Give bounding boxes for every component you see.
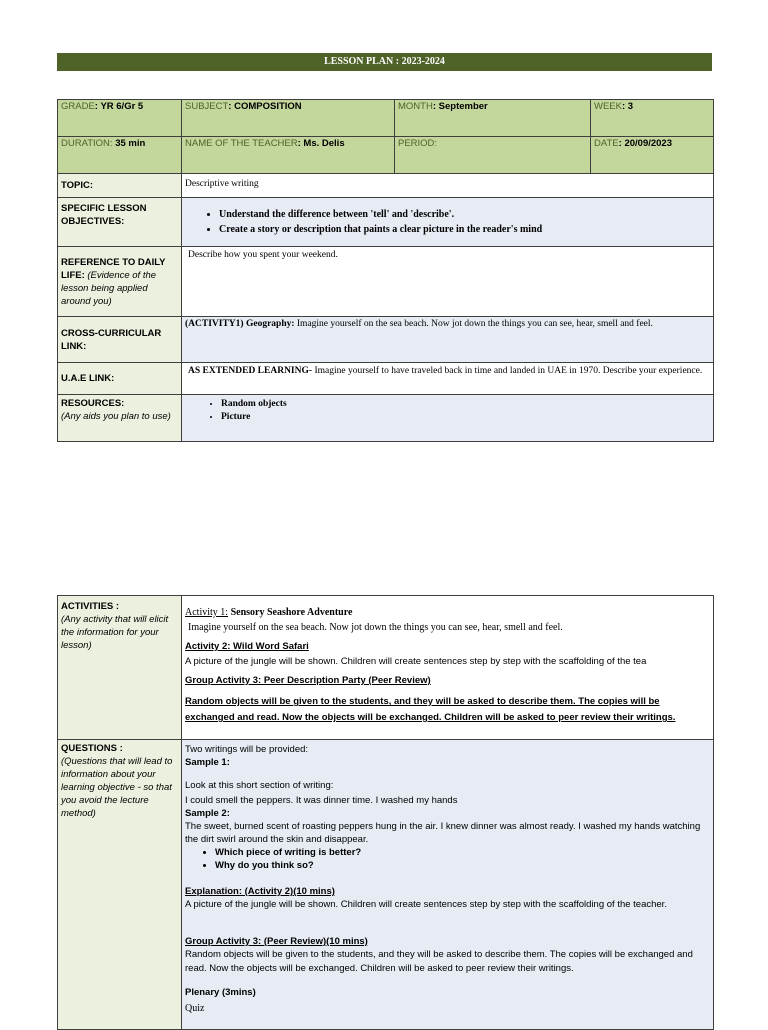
- date-cell: DATE: 20/09/2023: [591, 137, 714, 174]
- cross-curricular-label: CROSS-CURRICULAR LINK:: [58, 317, 182, 363]
- objective-item: • Understand the difference between 'tell' and 'describe'.: [219, 207, 710, 222]
- objectives-label: SPECIFIC LESSON OBJECTIVES:: [58, 198, 182, 247]
- objective-item: • Create a story or description that paints a clear picture in the reader's mind: [219, 222, 710, 237]
- uae-link-row: [58, 363, 714, 395]
- objectives-value: [182, 198, 714, 247]
- teacher-cell: NAME OF THE TEACHER: Ms. Delis: [182, 137, 395, 174]
- subject-cell: SUBJECT: COMPOSITION: [182, 100, 395, 137]
- lesson-info-table: [57, 99, 714, 442]
- resources-row: [58, 395, 714, 442]
- duration-cell: DURATION: 35 min: [58, 137, 182, 174]
- question-bullet: • Which piece of writing is better?: [215, 846, 710, 859]
- header-row-1: [58, 100, 714, 137]
- header-row-2: [58, 137, 714, 174]
- topic-row: [58, 174, 714, 198]
- week-cell: WEEK: 3: [591, 100, 714, 137]
- activities-row: [58, 596, 714, 740]
- uae-link-label: U.A.E LINK:: [58, 363, 182, 395]
- cross-curricular-row: [58, 317, 714, 363]
- daily-life-value: Describe how you spent your weekend.: [182, 247, 714, 317]
- resource-item: • Random objects: [221, 398, 710, 411]
- period-cell: PERIOD:: [395, 137, 591, 174]
- topic-label: TOPIC:: [58, 174, 182, 198]
- activities-value: Activity 1: Sensory Seashore Adventure Imagine yourself on the sea beach. Now jot down the things you can see, hear, smell and feel. Activity 2: Wild Word Safari A picture of the jungle will be shown. Children will create sentences step by step with the scaffolding of the tea Group Activity 3: Peer Description Party (Peer Review) Random objects will be given to the students, and they will be asked to describe them. The copies will be exchanged and read. Now the objects will be exchanged. Children will be asked to peer review their writings.: [182, 596, 714, 740]
- questions-value: Two writings will be provided: Sample 1: Look at this short section of writing: I could smell the peppers. It was dinner time. I washed my hands Sample 2: The sweet, burned scent of roasting peppers hung in the air. I knew dinner was almost ready. I washed my hands watching the dirt swirl around the skin and disappear. • Which piece of writing is better? • Why do you think so? Explanation: (Activity 2)(10 mins) A picture of the jungle will be shown. Children will create sentences step by step with the scaffolding of the teacher. Group Activity 3: (Peer Review)(10 mins) Random objects will be given to the students, and they will be asked to describe them. The copies will be exchanged and read. Now the objects will be exchanged. Children will be asked to peer review their writings. Plenary (3mins) Quiz: [182, 740, 714, 1030]
- month-cell: MONTH: September: [395, 100, 591, 137]
- lesson-plan-title: LESSON PLAN : 2023-2024: [57, 53, 712, 71]
- lesson-activities-table: [57, 595, 714, 1030]
- resource-item: • Picture: [221, 411, 710, 424]
- question-bullet: • Why do you think so?: [215, 859, 710, 872]
- topic-value: Descriptive writing: [182, 174, 714, 198]
- daily-life-label: REFERENCE TO DAILY LIFE: (Evidence of the lesson being applied around you): [58, 247, 182, 317]
- objectives-row: [58, 198, 714, 247]
- questions-label: QUESTIONS : (Questions that will lead to information about your learning objective - so that you avoid the lecture method): [58, 740, 182, 1030]
- questions-row: [58, 740, 714, 1030]
- daily-life-row: [58, 247, 714, 317]
- cross-curricular-value: (ACTIVITY1) Geography: Imagine yourself on the sea beach. Now jot down the things you can see, hear, smell and feel.: [182, 317, 714, 363]
- resources-label: RESOURCES: (Any aids you plan to use): [58, 395, 182, 442]
- grade-cell: GRADE: YR 6/Gr 5: [58, 100, 182, 137]
- uae-link-value: AS EXTENDED LEARNING- Imagine yourself to have traveled back in time and landed in UAE in 1970. Describe your experience.: [182, 363, 714, 395]
- resources-value: [182, 395, 714, 442]
- activities-label: ACTIVITIES : (Any activity that will elicit the information for your lesson): [58, 596, 182, 740]
